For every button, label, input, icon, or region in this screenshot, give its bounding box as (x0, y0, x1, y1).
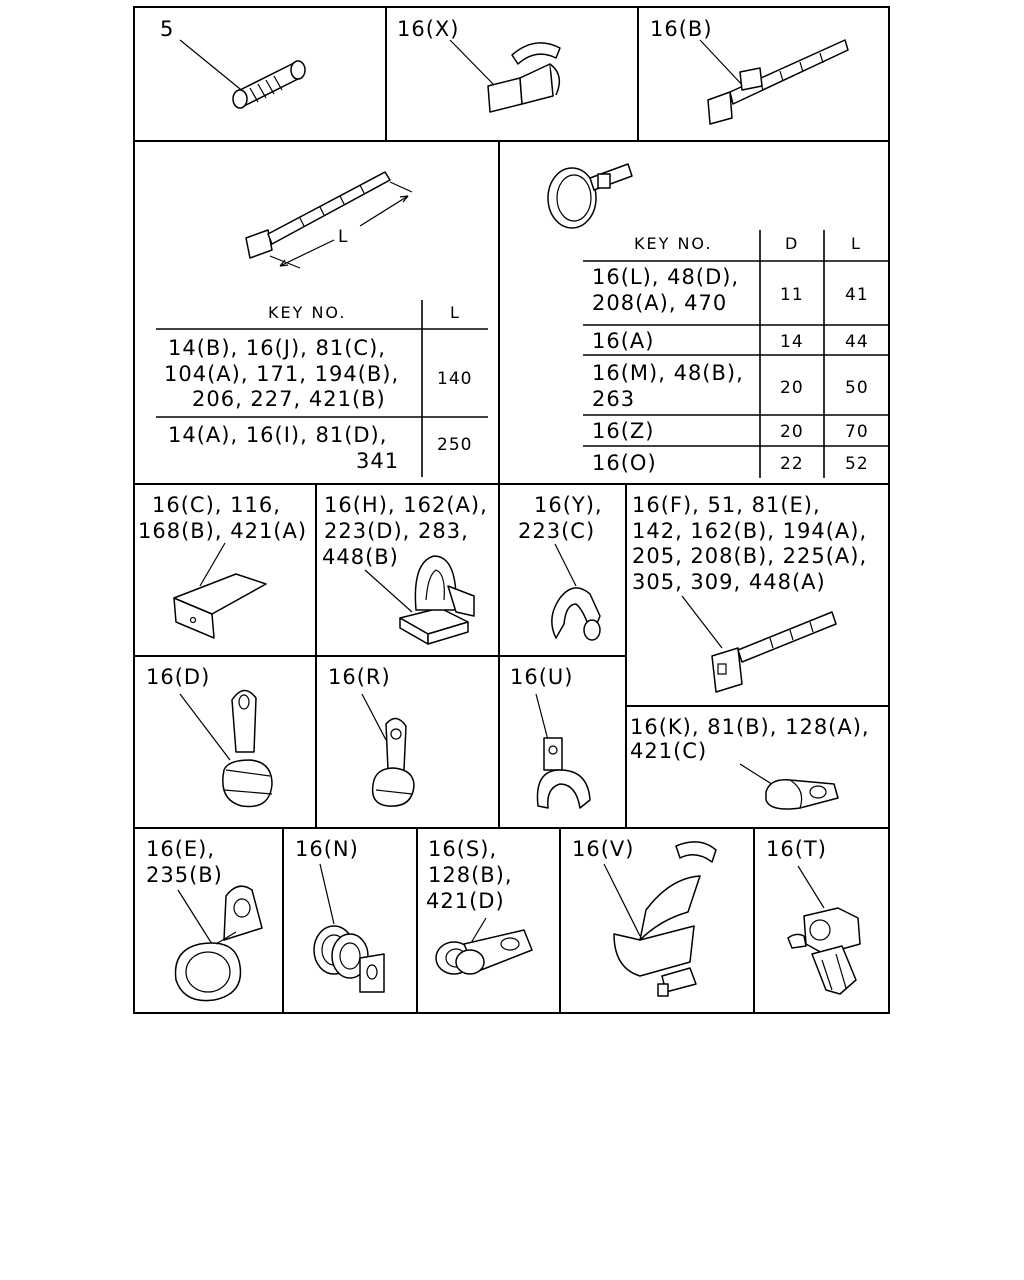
p-clip-icon (552, 588, 600, 640)
callout-label: 16(H), 162(A), (324, 493, 488, 517)
cell-16n (295, 837, 384, 992)
length-value: 44 (845, 332, 869, 352)
callout-label: 16(V) (572, 837, 635, 861)
table-row (592, 419, 869, 443)
push-clip-icon (400, 556, 474, 644)
callout-label: 235(B) (146, 863, 223, 887)
length-value: 52 (845, 454, 869, 474)
table-row (592, 265, 869, 315)
table-header-l: L (851, 234, 862, 253)
key-no-line: 206, 227, 421(B) (192, 387, 386, 411)
callout-label: 16(X) (397, 17, 460, 41)
callout-label: 223(D), 283, (324, 519, 469, 543)
dimension-l-label: L (338, 227, 349, 247)
cable-tie-panel (156, 172, 488, 477)
double-loop-clamp-icon (314, 926, 384, 992)
hose-clip-x-icon (488, 43, 560, 112)
cable-tie-with-mount-icon (712, 612, 836, 692)
table-row (168, 423, 472, 473)
key-no-line: 16(O) (592, 451, 657, 475)
callout-label: 448(B) (322, 545, 399, 569)
cell-16t (766, 837, 860, 994)
cell-16f (632, 493, 867, 692)
cable-clamp-s-icon (436, 930, 532, 974)
length-value: 140 (437, 369, 473, 389)
key-no-line: 16(L), 48(D), (592, 265, 740, 289)
callout-label: 128(B), (428, 863, 513, 887)
cell-16s (426, 837, 532, 974)
table-header-l: L (450, 303, 461, 322)
cell-5 (160, 17, 305, 108)
cell-16h (322, 493, 488, 644)
key-no-line: 14(B), 16(J), 81(C), (168, 336, 386, 360)
cell-16y (518, 493, 603, 640)
callout-label: 168(B), 421(A) (138, 519, 308, 543)
key-no-line: 16(M), 48(B), (592, 361, 744, 385)
table-row (592, 361, 869, 411)
diameter-value: 20 (780, 378, 804, 398)
length-value: 250 (437, 435, 473, 455)
table-row (592, 451, 869, 475)
band-clamp-icon (548, 164, 632, 228)
cell-16b (650, 17, 848, 124)
grommet-part-icon (233, 61, 305, 108)
length-value: 50 (845, 378, 869, 398)
diameter-value: 11 (780, 285, 804, 305)
callout-label: 16(Y), (534, 493, 603, 517)
cable-tie-mount-icon (708, 40, 848, 124)
cell-16k (630, 715, 870, 809)
callout-label: 223(C) (518, 519, 596, 543)
cell-16x (397, 17, 560, 112)
callout-label: 305, 309, 448(A) (632, 570, 826, 594)
table-header-key-no: KEY NO. (634, 234, 713, 253)
lug-clamp-r-icon (373, 718, 414, 806)
key-no-line: 104(A), 171, 194(B), (164, 362, 400, 386)
band-size-table (583, 230, 888, 478)
callout-label: 16(F), 51, 81(E), (632, 493, 821, 517)
bracket-clip-icon (174, 574, 266, 638)
diameter-value: 22 (780, 454, 804, 474)
tie-size-table (156, 300, 488, 477)
cable-clamp-k-icon (766, 780, 838, 809)
table-row (164, 336, 472, 411)
key-no-line: 14(A), 16(I), 81(D), (168, 423, 388, 447)
callout-label: 16(B) (650, 17, 713, 41)
table-header-key-no: KEY NO. (268, 303, 347, 322)
callout-label: 421(C) (630, 739, 708, 763)
callout-label: 142, 162(B), 194(A), (632, 519, 868, 543)
diameter-value: 14 (780, 332, 804, 352)
cell-16d (146, 665, 272, 807)
length-value: 41 (845, 285, 869, 305)
callout-label: 16(N) (295, 837, 359, 861)
callout-label: 16(C), 116, (152, 493, 281, 517)
band-clamp-panel (548, 164, 888, 478)
key-no-line: 263 (592, 387, 636, 411)
callout-label: 16(S), (428, 837, 498, 861)
key-no-line: 208(A), 470 (592, 291, 728, 315)
lug-clamp-d-icon (223, 690, 272, 806)
pipe-clamp-e-icon (176, 886, 263, 1000)
push-mount-clip-icon (788, 908, 860, 994)
key-no-line: 16(A) (592, 329, 655, 353)
table-row (592, 329, 869, 353)
callout-label: 205, 208(B), 225(A), (632, 544, 868, 568)
cell-16c (138, 493, 307, 638)
callout-label: 16(E), (146, 837, 216, 861)
cell-16v (572, 837, 716, 996)
open-clip-u-icon (537, 738, 590, 808)
callout-label: 16(K), 81(B), 128(A), (630, 715, 870, 739)
diameter-value: 20 (780, 422, 804, 442)
callout-label: 5 (160, 17, 175, 41)
cell-16r (328, 665, 414, 806)
table-header-d: D (785, 234, 800, 253)
cell-16e (146, 837, 262, 1001)
length-value: 70 (845, 422, 869, 442)
callout-label: 16(U) (510, 665, 574, 689)
cable-tie-icon (246, 172, 412, 268)
callout-label: 421(D) (426, 889, 505, 913)
callout-label: 16(T) (766, 837, 827, 861)
cell-16u (510, 665, 590, 808)
key-no-line: 341 (356, 449, 400, 473)
key-no-line: 16(Z) (592, 419, 655, 443)
callout-label: 16(R) (328, 665, 391, 689)
hose-clip-v-icon (614, 842, 716, 996)
callout-label: 16(D) (146, 665, 211, 689)
